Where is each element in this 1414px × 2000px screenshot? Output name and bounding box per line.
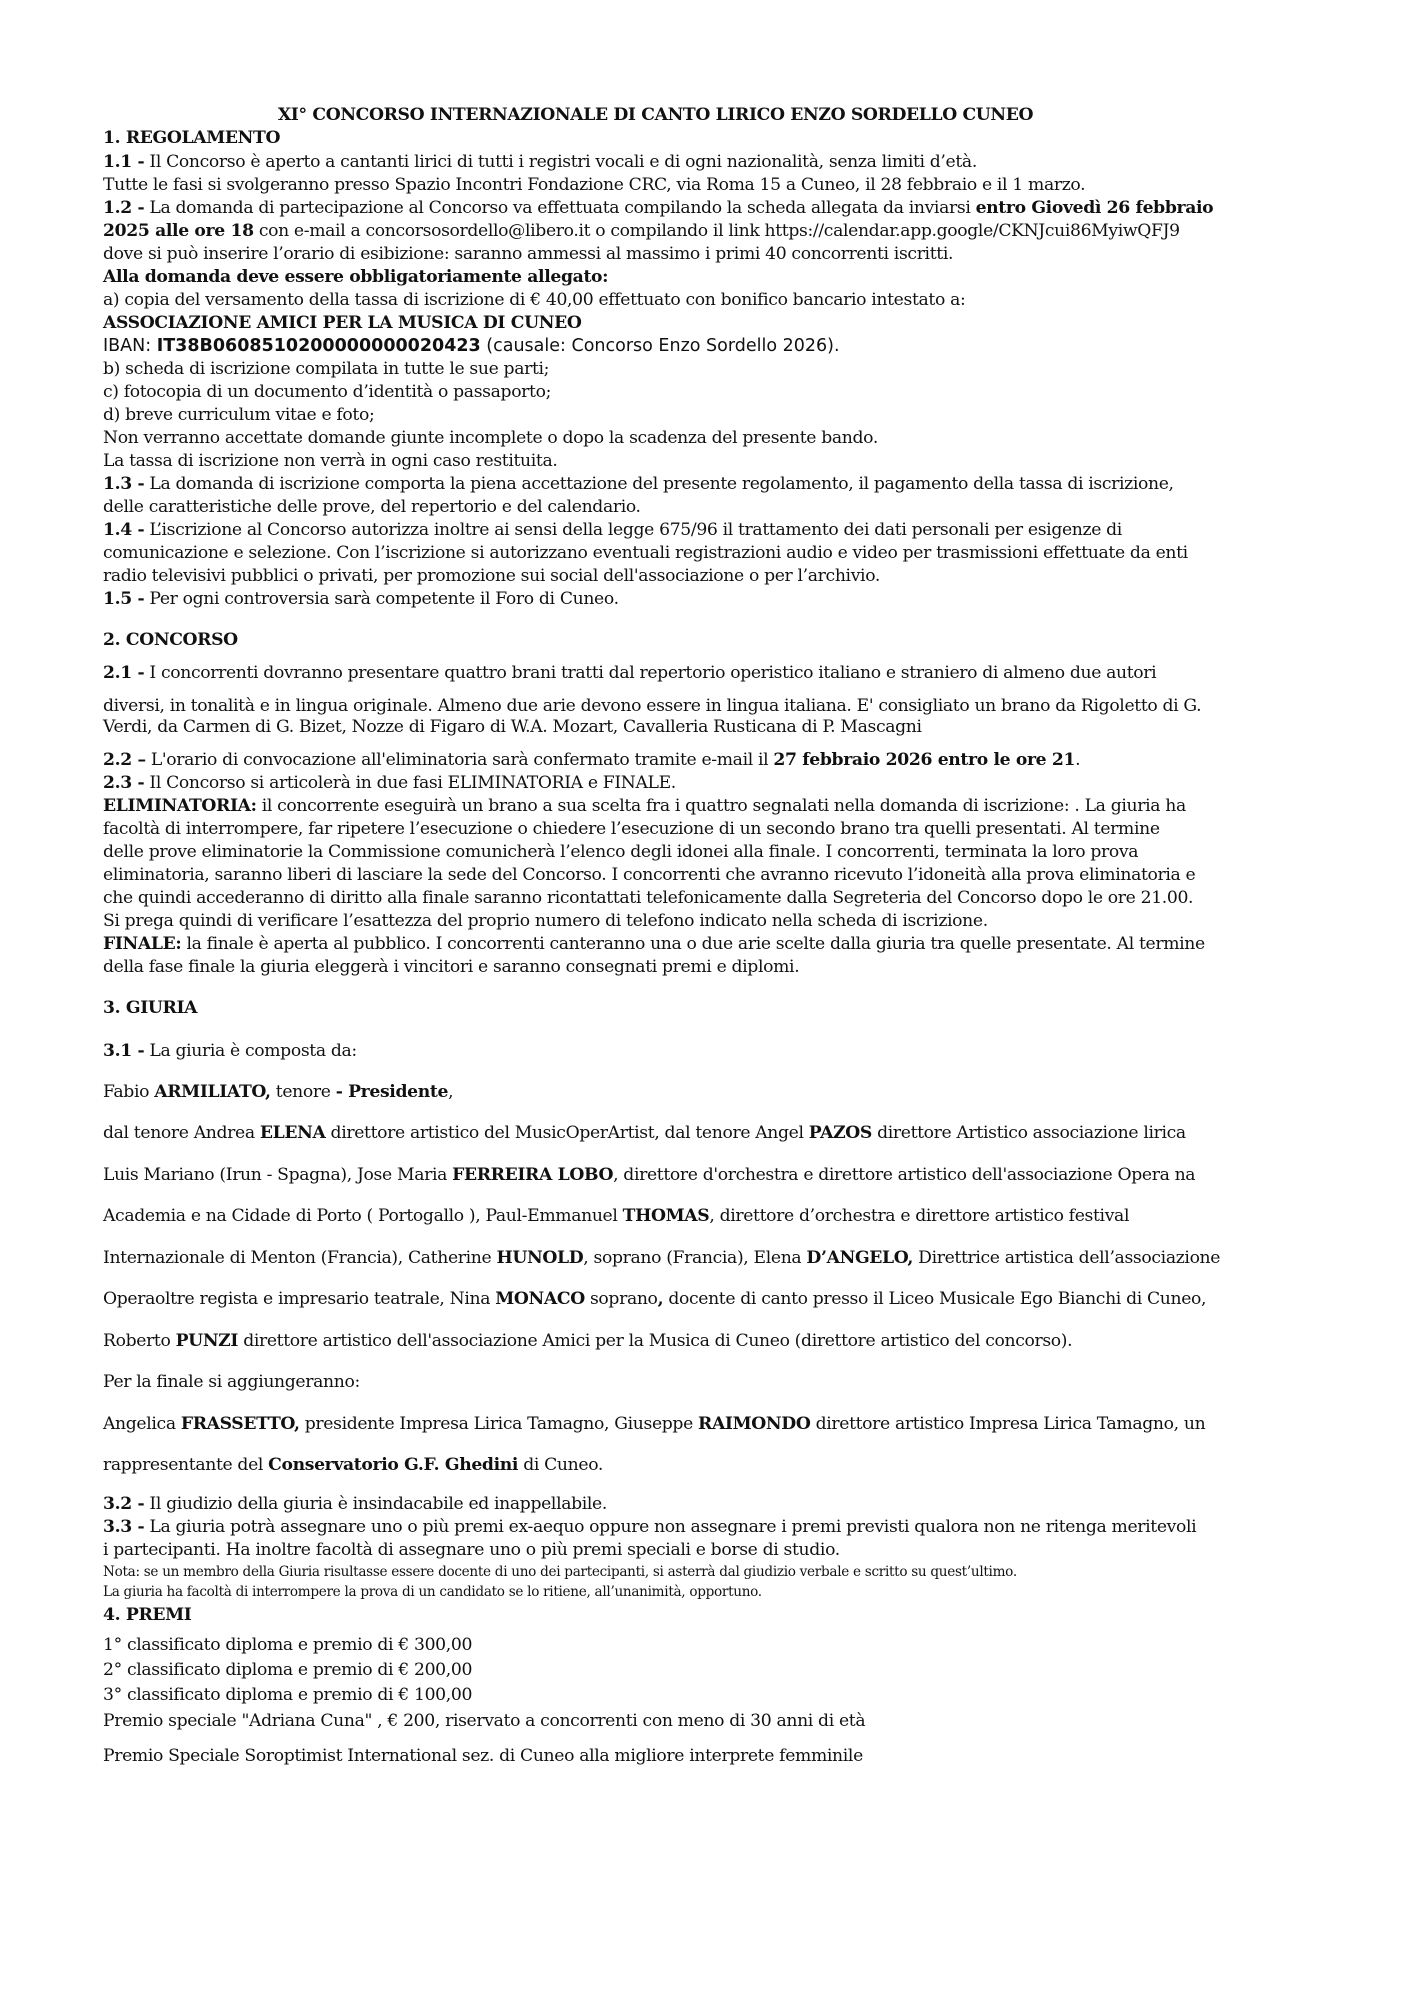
jury-text: Luis Mariano (Irun - Spagna), Jose Maria [103,1165,453,1185]
no-refund-notice: La tassa di iscrizione non verrà in ogni caso restituita. [103,451,558,471]
paragraph-3-3 [103,1516,1196,1538]
eliminatoria-line5: che quindi accederanno di diritto alla finale saranno ricontattati telefonicamente dalla Segreteria del Concorso dopo le ore 21.00. [103,888,1194,908]
conservatorio-name: Conservatorio G.F. Ghedini [268,1455,519,1475]
jury-line-4 [103,1205,1129,1227]
jury-text: presidente Impresa Lirica Tamagno, Giuseppe [299,1414,699,1434]
jury-line-7 [103,1330,1072,1352]
clause-text: la finale è aperta al pubblico. I concorrenti canteranno una o due arie scelte dalla giuria tra quelle presentate. Al termine [181,934,1205,954]
clause-number: 1.3 - [103,474,145,494]
section-heading-concorso: 2. CONCORSO [103,630,238,650]
jury-text: , [657,1289,664,1309]
paragraph-1-1 [103,151,977,173]
paragraph-2-1-line3: Verdi, da Carmen di G. Bizet, Nozze di Figaro di W.A. Mozart, Cavalleria Rusticana di P. Mascagni [103,717,922,737]
prize-item: 3° classificato diploma e premio di € 100,00 [103,1685,473,1705]
jury-text: Roberto [103,1331,176,1351]
paragraph-1-2 [103,197,1213,219]
iban-line [103,335,840,357]
prize-item: Premio speciale "Adriana Cuna" , € 200, riservato a concorrenti con meno di 30 anni di età [103,1711,866,1731]
prize-item: 2° classificato diploma e premio di € 200,00 [103,1660,473,1680]
clause-number: 1.2 - [103,198,145,218]
eliminatoria-paragraph [103,795,1186,817]
clause-number: 1.4 - [103,520,145,540]
clause-text: il concorrente eseguirà un brano a sua scelta fra i quattro segnalati nella domanda di iscrizione: . La giuria ha [256,796,1186,816]
eliminatoria-line4: eliminatoria, saranno liberi di lasciare la sede del Concorso. I concorrenti che avranno ricevuto l’idoneità alla prova eliminatoria e [103,865,1196,885]
jury-surname: PUNZI [175,1331,239,1351]
final-jury-line-2 [103,1454,603,1476]
jury-surname: THOMAS [622,1206,710,1226]
association-name: ASSOCIAZIONE AMICI PER LA MUSICA DI CUNEO [103,313,582,333]
jury-role-president: - Presidente [335,1082,449,1102]
attachment-a: a) copia del versamento della tassa di iscrizione di € 40,00 effettuato con bonifico bancario intestato a: [103,290,966,310]
paragraph-1-4-line3: radio televisivi pubblici o privati, per promozione sui social dell'associazione o per l’archivio. [103,566,881,586]
jury-text: Internazionale di Menton (Francia), Catherine [103,1248,497,1268]
paragraph-1-3 [103,473,1174,495]
clause-number: 3.1 - [103,1041,145,1061]
paragraph-2-2 [103,749,1080,771]
clause-text: I concorrenti dovranno presentare quattro brani tratti dal repertorio operistico italiano e straniero di almeno due autori [144,663,1157,683]
finale-line2: della fase finale la giuria eleggerà i vincitori e saranno consegnati premi e diplomi. [103,957,800,977]
jury-surname: D’ANGELO, [806,1248,914,1268]
jury-text: soprano [584,1289,658,1309]
attachment-b: b) scheda di iscrizione compilata in tutte le sue parti; [103,359,550,379]
jury-text: Operaoltre regista e impresario teatrale, Nina [103,1289,496,1309]
clause-text: Il Concorso si articolerà in due fasi ELIMINATORIA e FINALE. [144,773,676,793]
clause-text: Il giudizio della giuria è insindacabile ed inappellabile. [144,1494,607,1514]
clause-text: La domanda di partecipazione al Concorso va effettuata compilando la scheda allegata da inviarsi [144,198,976,218]
contact-text: con e-mail a concorsosordello@libero.it o compilando il link https://calendar.app.google/CKNJcui86MyiwQFJ9 [253,221,1180,241]
clause-end: . [1075,750,1081,770]
jury-text: Fabio [103,1082,155,1102]
clause-number: 2.2 – [103,750,146,770]
clause-text: Per ogni controversia sarà competente il Foro di Cuneo. [144,589,619,609]
jury-surname: PAZOS [808,1123,872,1143]
jury-note-2: La giuria ha facoltà di interrompere la prova di un candidato se lo ritiene, all’unanimità, opportuno. [103,1584,762,1600]
iban-value: IT38B0608510200000000020423 [156,336,481,356]
clause-text: L’iscrizione al Concorso autorizza inoltre ai sensi della legge 675/96 il trattamento dei dati personali per esigenze di [144,520,1122,540]
jury-surname: FERREIRA LOBO [452,1165,614,1185]
section-heading-giuria: 3. GIURIA [103,998,198,1018]
jury-text: Angelica [103,1414,181,1434]
final-jury-line-1 [103,1413,1205,1435]
paragraph-1-4 [103,519,1122,541]
paragraph-1-3-line2: delle caratteristiche delle prove, del repertorio e del calendario. [103,497,641,517]
paragraph-2-3 [103,772,676,794]
paragraph-1-2-line3: dove si può inserire l’orario di esibizione: saranno ammessi al massimo i primi 40 concorrenti iscritti. [103,244,954,264]
convocation-date: 27 febbraio 2026 entro le ore 21 [773,750,1076,770]
jury-text: , direttore d'orchestra e direttore artistico dell'associazione Opera na [613,1165,1196,1185]
paragraph-3-1 [103,1040,357,1062]
paragraph-1-1-line2: Tutte le fasi si svolgeranno presso Spazio Incontri Fondazione CRC, via Roma 15 a Cuneo, il 28 febbraio e il 1 marzo. [103,175,1086,195]
document-title: XI° CONCORSO INTERNAZIONALE DI CANTO LIRICO ENZO SORDELLO CUNEO [277,105,1034,125]
jury-text: rappresentante del [103,1455,269,1475]
clause-text: L'orario di convocazione all'eliminatoria sarà confermato tramite e-mail il [145,750,774,770]
jury-line-6 [103,1288,1206,1310]
paragraph-3-2 [103,1493,607,1515]
jury-surname: RAIMONDO [698,1414,811,1434]
jury-text: Direttrice artistica dell’associazione [913,1248,1221,1268]
jury-text: di Cuneo. [518,1455,604,1475]
paragraph-2-1-line2: diversi, in tonalità e in lingua originale. Almeno due arie devono essere in lingua italiana. E' consigliato un brano da Rigoletto di G. [103,696,1202,716]
final-jury-intro: Per la finale si aggiungeranno: [103,1372,360,1392]
eliminatoria-label: ELIMINATORIA: [103,796,257,816]
clause-text: La giuria potrà assegnare uno o più premi ex-aequo oppure non assegnare i premi previsti qualora non ne ritenga meritevoli [144,1517,1197,1537]
jury-text: , [448,1082,454,1102]
eliminatoria-line6: Si prega quindi di verificare l’esattezza del proprio numero di telefono indicato nella scheda di iscrizione. [103,911,988,931]
jury-surname: ARMILIATO, [154,1082,271,1102]
jury-line-2 [103,1122,1186,1144]
jury-note-1: Nota: se un membro della Giuria risultasse essere docente di uno dei partecipanti, si asterrà dal giudizio verbale e scritto su quest’ultimo. [103,1564,1017,1580]
jury-text: dal tenore Andrea [103,1123,260,1143]
jury-line-3 [103,1164,1195,1186]
clause-number: 3.2 - [103,1494,145,1514]
paragraph-2-1 [103,662,1156,684]
jury-surname: FRASSETTO, [180,1414,300,1434]
clause-number: 1.5 - [103,589,145,609]
jury-surname: ELENA [259,1123,326,1143]
clause-number: 3.3 - [103,1517,145,1537]
jury-surname: MONACO [495,1289,585,1309]
jury-text: , soprano (Francia), Elena [583,1248,807,1268]
deadline-time: 2025 alle ore 18 [103,221,254,241]
jury-text: direttore Artistico associazione lirica [871,1123,1186,1143]
jury-text: , direttore d’orchestra e direttore artistico festival [709,1206,1130,1226]
deadline-text: entro Giovedì 26 febbraio [975,198,1214,218]
attachments-heading: Alla domanda deve essere obbligatoriamente allegato: [103,267,609,287]
section-heading-premi: 4. PREMI [103,1605,192,1625]
eliminatoria-line3: delle prove eliminatorie la Commissione comunicherà l’elenco degli idonei alla finale. I concorrenti, terminata la loro prova [103,842,1139,862]
prize-item: 1° classificato diploma e premio di € 300,00 [103,1635,473,1655]
jury-surname: HUNOLD [496,1248,584,1268]
clause-text: La domanda di iscrizione comporta la piena accettazione del presente regolamento, il pagamento della tassa di iscrizione, [144,474,1174,494]
eliminatoria-line2: facoltà di interrompere, far ripetere l’esecuzione o chiedere l’esecuzione di un secondo brano tra quelli presentati. Al termine [103,819,1160,839]
jury-text: Academia e na Cidade di Porto ( Portogallo ), Paul-Emmanuel [103,1206,623,1226]
paragraph-1-5 [103,588,619,610]
jury-line-1 [103,1081,453,1103]
jury-text: docente di canto presso il Liceo Musicale Ego Bianchi di Cuneo, [663,1289,1207,1309]
clause-number: 1.1 - [103,152,145,172]
jury-text: direttore artistico Impresa Lirica Tamagno, un [810,1414,1206,1434]
clause-text: Il Concorso è aperto a cantanti lirici di tutti i registri vocali e di ogni nazionalità, senza limiti d’età. [144,152,977,172]
incomplete-notice: Non verranno accettate domande giunte incomplete o dopo la scadenza del presente bando. [103,428,878,448]
section-heading-regolamento: 1. REGOLAMENTO [103,128,281,148]
finale-paragraph [103,933,1205,955]
jury-text: tenore [270,1082,336,1102]
paragraph-1-2-line2 [103,220,1180,242]
paragraph-3-3-line2: i partecipanti. Ha inoltre facoltà di assegnare uno o più premi speciali e borse di studio. [103,1540,840,1560]
clause-text: La giuria è composta da: [144,1041,357,1061]
attachment-d: d) breve curriculum vitae e foto; [103,405,375,425]
jury-text: direttore artistico dell'associazione Amici per la Musica di Cuneo (direttore artistico del concorso). [238,1331,1073,1351]
attachment-c: c) fotocopia di un documento d’identità o passaporto; [103,382,552,402]
jury-text: direttore artistico del MusicOperArtist, dal tenore Angel [325,1123,809,1143]
clause-number: 2.3 - [103,773,145,793]
clause-number: 2.1 - [103,663,145,683]
finale-label: FINALE: [103,934,182,954]
prize-item: Premio Speciale Soroptimist International sez. di Cuneo alla migliore interprete femminile [103,1746,863,1766]
iban-causale: (causale: Concorso Enzo Sordello 2026). [480,336,840,356]
jury-line-5 [103,1247,1220,1269]
iban-label: IBAN: [103,336,157,356]
paragraph-1-4-line2: comunicazione e selezione. Con l’iscrizione si autorizzano eventuali registrazioni audio e video per trasmissioni effettuate da enti [103,543,1188,563]
